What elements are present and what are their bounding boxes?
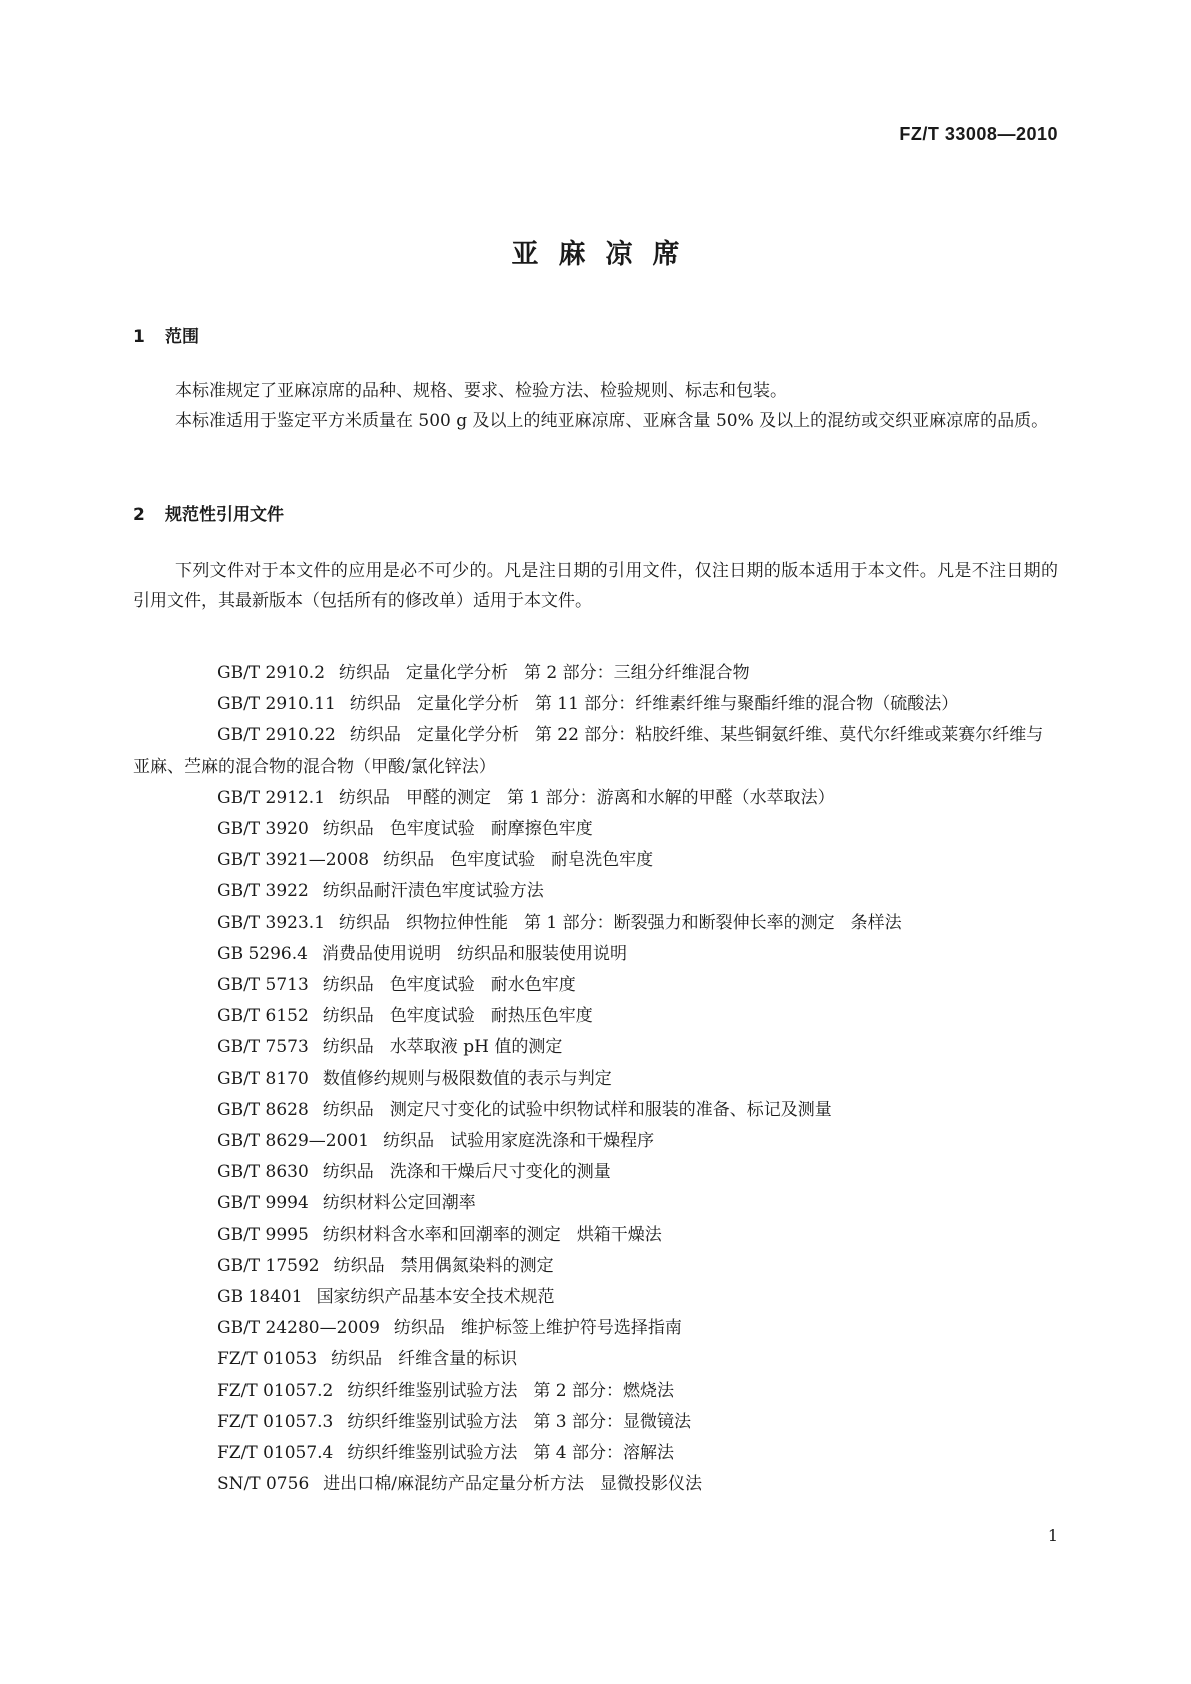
reference-code: FZ/T 01057.4 (217, 1443, 334, 1464)
reference-code: GB/T 24280—2009 (217, 1318, 380, 1339)
reference-title-part: 纺织品 (333, 1255, 385, 1276)
reference-code: GB/T 2910.2 (217, 663, 326, 683)
reference-title-part: 纺织材料公定回潮率 (322, 1193, 476, 1214)
reference-title-part: 国家纺织产品基本安全技术规范 (316, 1287, 555, 1308)
reference-title-part: 试验用家庭洗涤和干燥程序 (450, 1131, 655, 1152)
reference-item (133, 1220, 1058, 1251)
reference-code: GB/T 6152 (217, 1006, 309, 1027)
reference-item (133, 1126, 1058, 1157)
reference-title-part: 数值修约规则与极限数值的表示与判定 (322, 1068, 612, 1089)
reference-code: GB/T 8629—2001 (217, 1131, 370, 1152)
reference-title-part: 纺织纤维鉴别试验方法 (347, 1443, 518, 1464)
reference-code: FZ/T 01053 (217, 1349, 318, 1370)
reference-title-part: 维护标签上维护符号选择指南 (460, 1318, 682, 1339)
reference-title-part: 第 1 部分：游离和水解的甲醛（水萃取法） (507, 787, 835, 808)
reference-item (133, 970, 1058, 1001)
reference-code: GB/T 3921—2008 (217, 850, 370, 871)
reference-title-part: 定量化学分析 (416, 694, 519, 715)
reference-title-part: 第 2 部分：三组分纤维混合物 (524, 663, 750, 683)
reference-title-part: 第 22 部分：粘胶纤维、某些铜氨纤维、莫代尔纤维或莱赛尔纤维与亚麻、苎麻的混合物的混合物（甲酸/氯化锌法） (133, 725, 1044, 777)
standard-code: FZ/T 33008—2010 (899, 124, 1058, 144)
reference-code: GB/T 8170 (217, 1068, 309, 1089)
reference-title-part: 纺织品 (322, 1162, 374, 1183)
reference-code: GB/T 2910.11 (217, 694, 336, 715)
reference-title-part: 色牢度试验 (389, 975, 475, 996)
reference-title-part: 消费品使用说明 (321, 943, 441, 964)
reference-title-part: 显微投影仪法 (600, 1474, 702, 1495)
reference-item (133, 1001, 1058, 1032)
reference-title-part: 纺织品 (339, 912, 391, 933)
reference-title-part: 纺织品 (383, 850, 435, 871)
reference-title-part: 纺织品和服装使用说明 (456, 943, 627, 964)
reference-title-part: 禁用偶氮染料的测定 (400, 1255, 554, 1276)
reference-item (133, 1376, 1058, 1407)
reference-item (133, 1282, 1058, 1313)
reference-item (133, 658, 1058, 689)
reference-code: GB/T 3922 (217, 881, 309, 902)
reference-item (133, 1438, 1058, 1469)
reference-title-part: 织物拉伸性能 (406, 912, 509, 933)
reference-code: FZ/T 01057.3 (217, 1411, 334, 1432)
reference-title-part: 纺织材料含水率和回潮率的测定 (322, 1224, 561, 1245)
reference-code: FZ/T 01057.2 (217, 1380, 334, 1401)
page-number: 1 (1047, 1526, 1058, 1545)
reference-item (133, 939, 1058, 970)
reference-code: GB/T 3923.1 (217, 912, 326, 933)
reference-title-part: 洗涤和干燥后尺寸变化的测量 (389, 1162, 611, 1183)
reference-title-part: 甲醛的测定 (406, 787, 492, 808)
section-1-paragraph-2: 本标准适用于鉴定平方米质量在 500 g 及以上的纯亚麻凉席、亚麻含量 50% 及以上的混纺或交织亚麻凉席的品质。 (175, 411, 1049, 431)
reference-title-part: 定量化学分析 (416, 725, 519, 746)
reference-title-part: 耐水色牢度 (490, 975, 576, 996)
reference-title-part: 纺织品 (393, 1318, 445, 1339)
reference-code: GB/T 9995 (217, 1224, 309, 1245)
reference-code: GB/T 3920 (217, 819, 309, 840)
reference-title-part: 纺织品 (322, 1006, 374, 1027)
reference-code: GB/T 9994 (217, 1193, 309, 1214)
reference-item (133, 845, 1058, 876)
reference-title-part: 定量化学分析 (406, 663, 509, 683)
reference-title-part: 纺织品 (339, 663, 391, 683)
reference-title-part: 第 2 部分：燃烧法 (533, 1380, 675, 1401)
reference-title-part: 色牢度试验 (389, 819, 475, 840)
reference-title-part: 第 11 部分：纤维素纤维与聚酯纤维的混合物（硫酸法） (534, 694, 959, 715)
reference-item (133, 689, 1058, 720)
reference-code: SN/T 0756 (217, 1474, 310, 1495)
reference-title-part: 纺织品耐汗渍色牢度试验方法 (322, 881, 544, 902)
reference-code: GB/T 17592 (217, 1255, 320, 1276)
reference-title-part: 进出口棉/麻混纺产品定量分析方法 (323, 1474, 584, 1495)
reference-code: GB/T 8630 (217, 1162, 309, 1183)
reference-title-part: 纺织品 (339, 787, 391, 808)
reference-title-part: 色牢度试验 (450, 850, 536, 871)
reference-title-part: 测定尺寸变化的试验中织物试样和服装的准备、标记及测量 (389, 1099, 832, 1120)
reference-title-part: 第 3 部分：显微镜法 (533, 1411, 692, 1432)
section-2-number: 2 (133, 505, 145, 525)
reference-title-part: 水萃取液 pH 值的测定 (389, 1037, 563, 1058)
reference-title-part: 纺织品 (322, 1099, 374, 1120)
reference-item (133, 1188, 1058, 1219)
reference-item (133, 908, 1058, 939)
reference-item (133, 1032, 1058, 1063)
reference-title-part: 第 1 部分：断裂强力和断裂伸长率的测定 (524, 912, 835, 933)
reference-title-part: 纺织纤维鉴别试验方法 (347, 1380, 518, 1401)
reference-code: GB/T 7573 (217, 1037, 309, 1058)
reference-code: GB 18401 (217, 1287, 303, 1308)
reference-item (133, 1251, 1058, 1282)
document-title: 亚麻凉席 (511, 239, 700, 270)
section-1-heading (133, 322, 199, 347)
reference-title-part: 第 4 部分：溶解法 (533, 1443, 675, 1464)
reference-code: GB/T 5713 (217, 975, 309, 996)
reference-code: GB 5296.4 (217, 943, 308, 964)
reference-item (133, 1064, 1058, 1095)
reference-item (133, 1407, 1058, 1438)
reference-item (133, 814, 1058, 845)
reference-item (133, 1313, 1058, 1344)
reference-title-part: 纺织品 (349, 694, 401, 715)
reference-title-part: 耐摩擦色牢度 (490, 819, 593, 840)
reference-item (133, 783, 1058, 814)
section-1-number: 1 (133, 327, 145, 347)
reference-title-part: 纺织品 (322, 819, 374, 840)
reference-title-part: 纤维含量的标识 (398, 1349, 518, 1370)
reference-list (133, 658, 1058, 1500)
section-1-paragraph-1: 本标准规定了亚麻凉席的品种、规格、要求、检验方法、检验规则、标志和包装。 (175, 381, 787, 401)
reference-title-part: 纺织品 (383, 1131, 435, 1152)
reference-title-part: 纺织品 (322, 1037, 374, 1058)
reference-title-part: 耐皂洗色牢度 (551, 850, 654, 871)
reference-title-part: 耐热压色牢度 (490, 1006, 593, 1027)
reference-item (133, 876, 1058, 907)
reference-title-part: 烘箱干燥法 (576, 1224, 662, 1245)
reference-title-part: 条样法 (850, 912, 902, 933)
reference-code: GB/T 2912.1 (217, 787, 326, 808)
reference-title-part: 纺织纤维鉴别试验方法 (347, 1411, 518, 1432)
section-2-paragraph-1: 下列文件对于本文件的应用是必不可少的。凡是注日期的引用文件，仅注日期的版本适用于本文件。凡是不注日期的引用文件，其最新版本（包括所有的修改单）适用于本文件。 (133, 561, 1058, 611)
reference-item (133, 1344, 1058, 1375)
reference-item (133, 1095, 1058, 1126)
section-2-heading (133, 500, 284, 525)
reference-item (133, 720, 1058, 782)
section-1-title: 范围 (165, 327, 199, 347)
section-2-title: 规范性引用文件 (165, 505, 284, 525)
reference-code: GB/T 8628 (217, 1099, 309, 1120)
reference-title-part: 色牢度试验 (389, 1006, 475, 1027)
reference-item (133, 1469, 1058, 1500)
reference-code: GB/T 2910.22 (217, 725, 336, 746)
reference-title-part: 纺织品 (331, 1349, 383, 1370)
reference-title-part: 纺织品 (349, 725, 401, 746)
reference-title-part: 纺织品 (322, 975, 374, 996)
reference-item (133, 1157, 1058, 1188)
